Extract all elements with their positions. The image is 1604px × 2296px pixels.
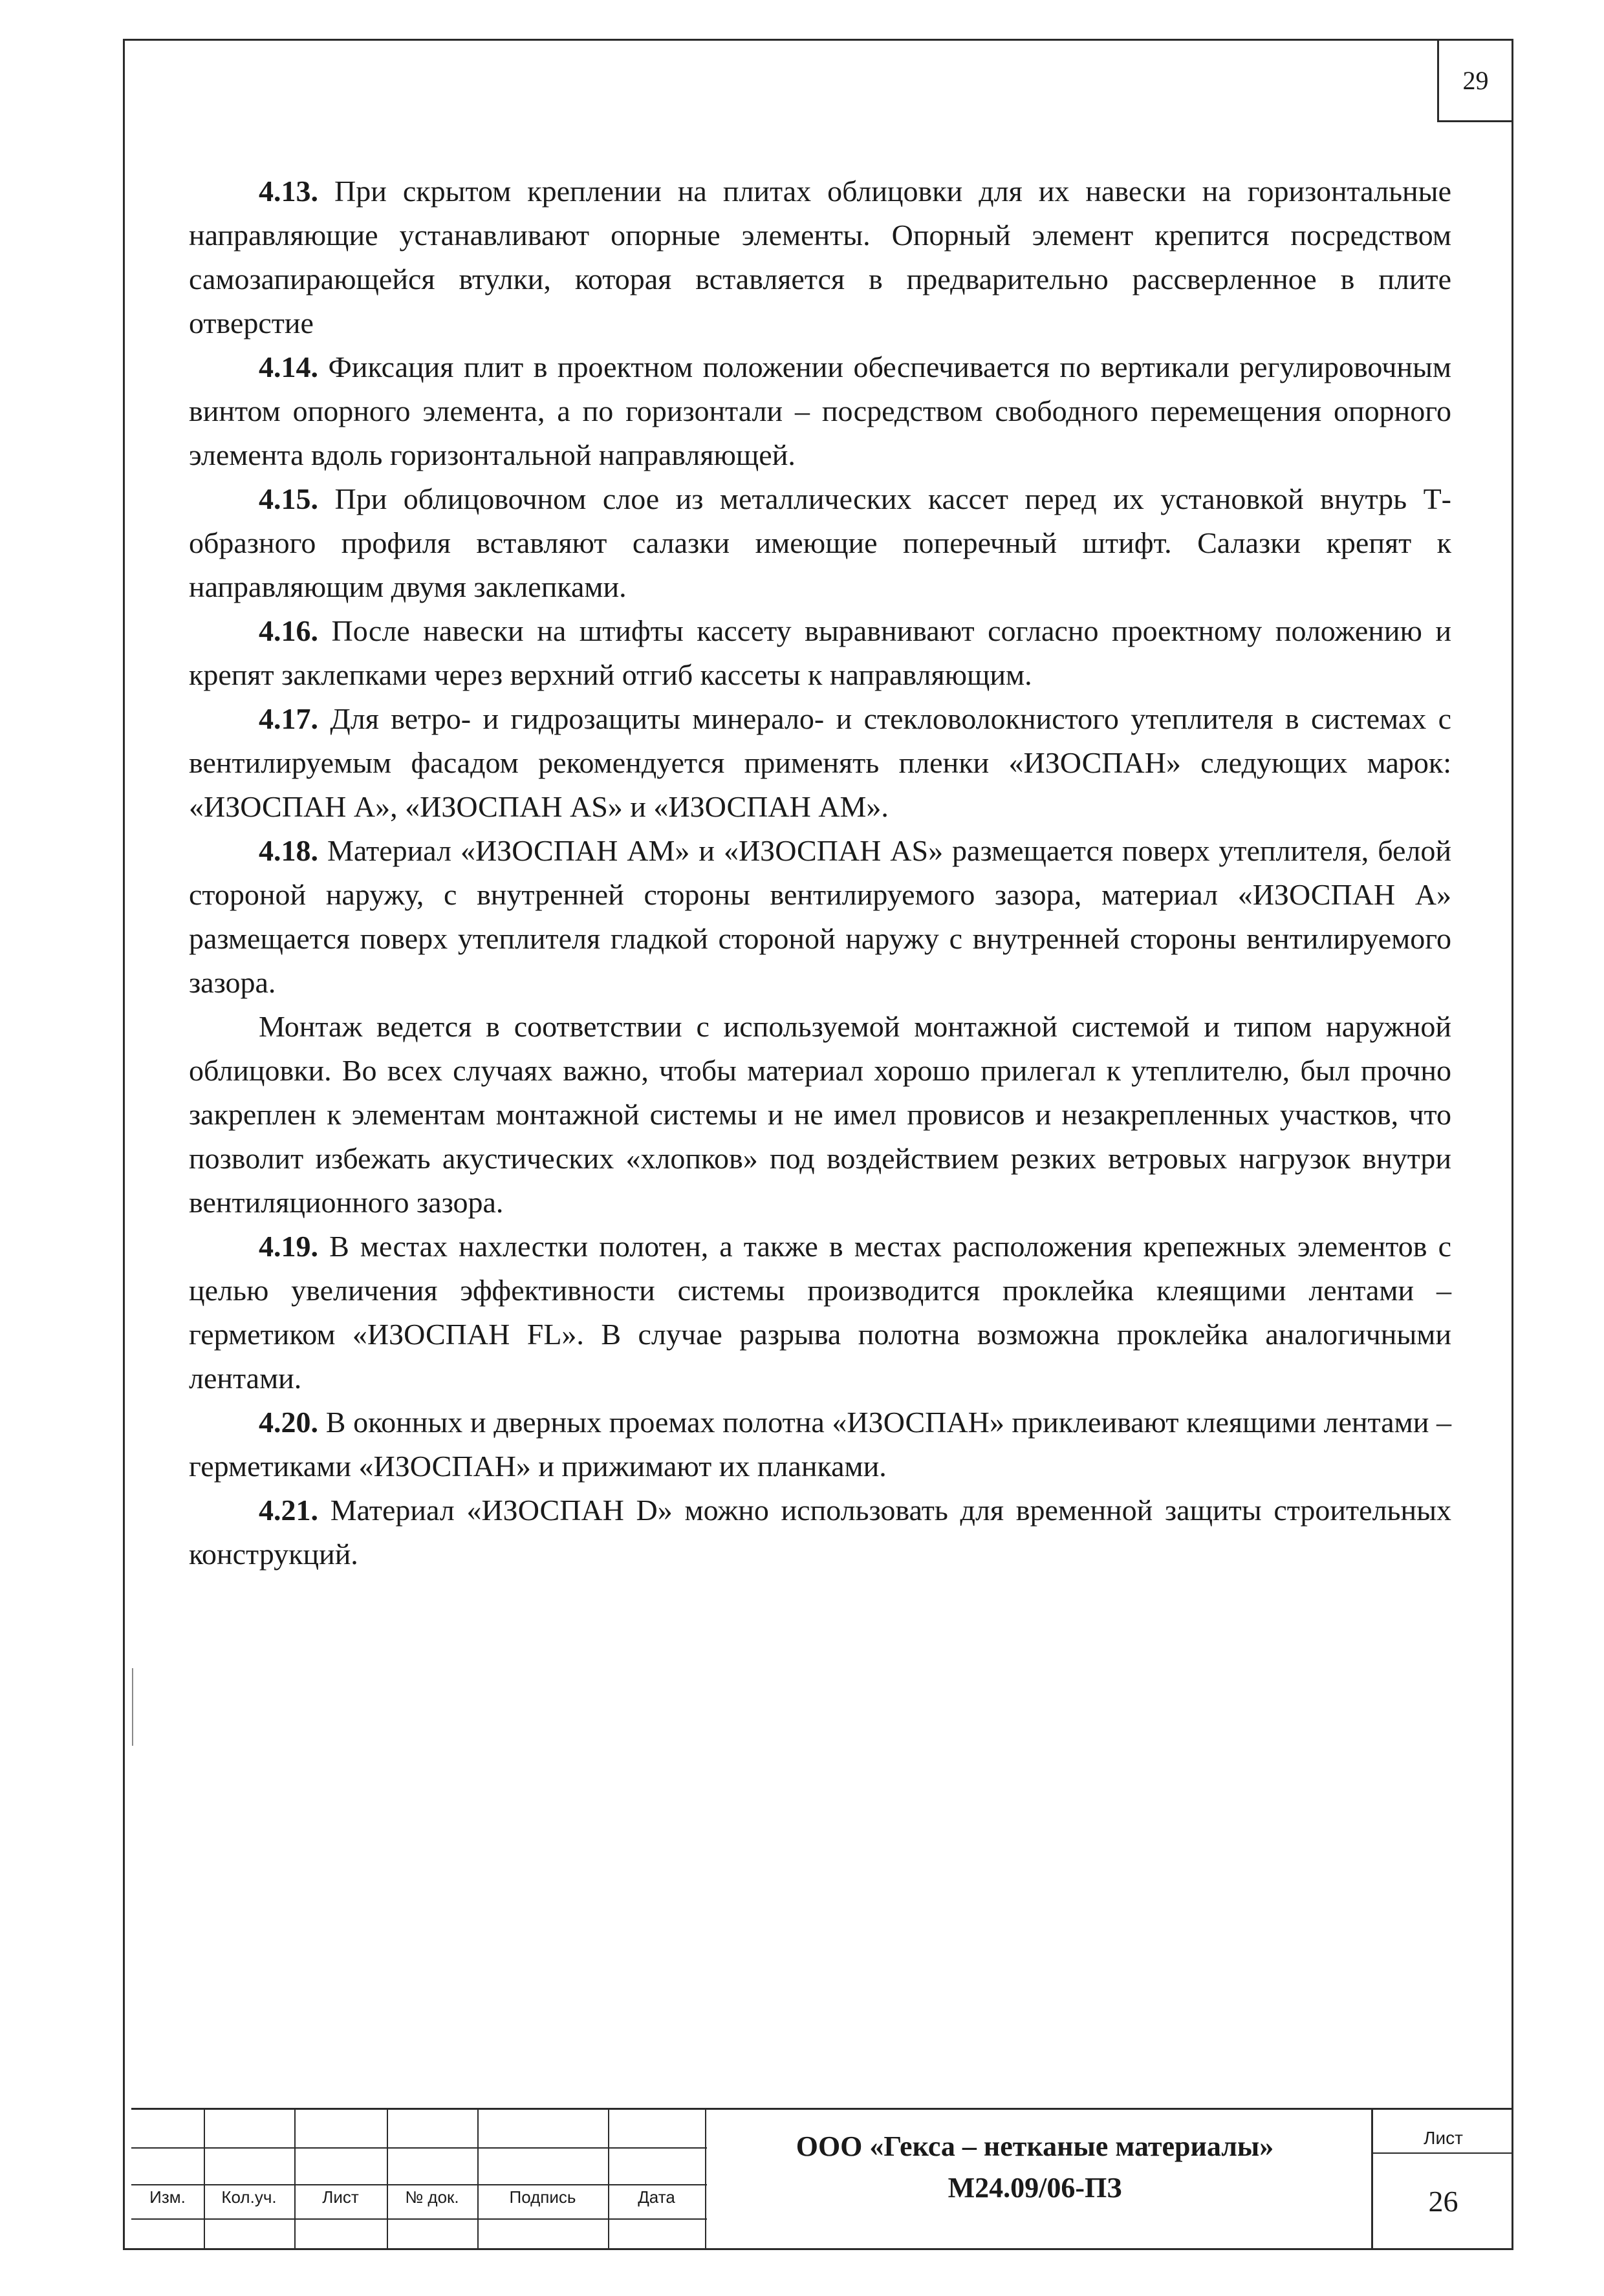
paragraph-montazh — [189, 1005, 1451, 1225]
paragraph-text: Фиксация плит в проектном положении обеспечивается по вертикали регулировочным винтом опорного элемента, а по горизонтали – посредством свободного перемещения опорного элемента вдоль горизонтальной направляющей. — [189, 350, 1451, 471]
sheet-number: 26 — [1428, 2185, 1458, 2218]
stamp-title — [705, 2126, 1365, 2209]
grid-line — [477, 2110, 479, 2249]
grid-line — [131, 2184, 707, 2185]
paragraph-text: В местах нахлестки полотен, а также в местах расположения крепежных элементов с целью увеличения эффективности системы производится проклейка клеящими лентами – герметиком «ИЗОСПАН FL». В случае разрыва полотна возможна проклейка аналогичными лентами. — [189, 1230, 1452, 1395]
paragraph-4-14 — [189, 345, 1451, 477]
grid-line — [608, 2110, 609, 2249]
paragraph-4-15 — [189, 477, 1451, 609]
column-label-doc-no: № док. — [405, 2187, 459, 2207]
page-number: 29 — [1437, 40, 1512, 122]
paragraph-text: В оконных и дверных проемах полотна «ИЗОСПАН» приклеивают клеящими лентами – герметиками «ИЗОСПАН» и прижимают их планками. — [189, 1406, 1452, 1483]
company-name: ООО «Гекса – нетканые материалы» — [796, 2130, 1274, 2162]
column-label-izm: Изм. — [149, 2187, 186, 2207]
paragraph-text: При скрытом креплении на плитах облицовки для их навески на горизонтальные направляющие устанавливают опорные элементы. Опорный элемент крепится посредством самозапирающейся втулки, которая вставляется в предварительно рассверленное в плите отверстие — [189, 175, 1451, 339]
revision-grid — [131, 2110, 707, 2249]
grid-line — [204, 2110, 205, 2249]
column-label-kol-uch: Кол.уч. — [221, 2187, 277, 2207]
paragraph-4-16 — [189, 609, 1451, 697]
paragraph-4-18 — [189, 829, 1451, 1005]
column-label-signature: Подпись — [509, 2187, 576, 2207]
grid-line — [131, 2218, 707, 2220]
paragraph-number: 4.13. — [259, 175, 318, 208]
paragraph-number: 4.14. — [259, 350, 318, 383]
paragraph-text: Материал «ИЗОСПАН D» можно использовать для временной защиты строительных конструкций. — [189, 1494, 1452, 1571]
document-code: М24.09/06-ПЗ — [948, 2172, 1122, 2204]
paragraph-number: 4.18. — [259, 834, 318, 867]
paragraph-4-13 — [189, 169, 1451, 345]
column-label-date: Дата — [638, 2187, 675, 2207]
paragraph-text: Для ветро- и гидрозащиты минерало- и стекловолокнистого утеплителя в системах с вентилируемым фасадом рекомендуется применять пленки «ИЗОСПАН» следующих марок: «ИЗОСПАН А», «ИЗОСПАН AS» и «ИЗОСПАН АМ». — [189, 702, 1452, 823]
paragraph-number: 4.19. — [259, 1230, 318, 1263]
grid-line — [387, 2110, 388, 2249]
paragraph-4-17 — [189, 697, 1451, 829]
sheet-box — [1371, 2110, 1513, 2249]
document-body — [189, 169, 1451, 1576]
scan-edge-mark — [132, 1668, 133, 1746]
paragraph-number: 4.16. — [259, 614, 318, 647]
paragraph-text: Монтаж ведется в соответствии с используемой монтажной системой и типом наружной облицовки. Во всех случаях важно, чтобы материал хорошо прилегал к утеплителю, был прочно закреплен к элементам монтажной системы и не имел провисов и незакрепленных участков, что позволит избежать акустических «хлопков» под воздействием резких ветровых нагрузок внутри вентиляционного зазора. — [189, 1010, 1451, 1219]
grid-line — [131, 2147, 707, 2149]
column-label-list: Лист — [322, 2187, 359, 2207]
paragraph-4-19 — [189, 1225, 1451, 1400]
sheet-label: Лист — [1373, 2110, 1513, 2154]
paragraph-4-21 — [189, 1488, 1451, 1576]
grid-line — [294, 2110, 296, 2249]
paragraph-number: 4.21. — [259, 1494, 318, 1527]
paragraph-text: При облицовочном слое из металлических кассет перед их установкой внутрь Т-образного профиля вставляют салазки имеющие поперечный штифт. Салазки крепят к направляющим двумя заклепками. — [189, 482, 1451, 603]
paragraph-number: 4.17. — [259, 702, 318, 735]
paragraph-text: Материал «ИЗОСПАН АМ» и «ИЗОСПАН AS» размещается поверх утеплителя, белой стороной наружу, с внутренней стороны вентилируемого зазора, материал «ИЗОСПАН А» размещается поверх утеплителя гладкой стороной наружу с внутренней стороны вентилируемого зазора. — [189, 834, 1452, 999]
paragraph-number: 4.15. — [259, 482, 318, 515]
paragraph-text: После навески на штифты кассету выравнивают согласно проектному положению и крепят заклепками через верхний отгиб кассеты к направляющим. — [189, 614, 1451, 691]
paragraph-number: 4.20. — [259, 1406, 318, 1439]
paragraph-4-20 — [189, 1400, 1451, 1488]
